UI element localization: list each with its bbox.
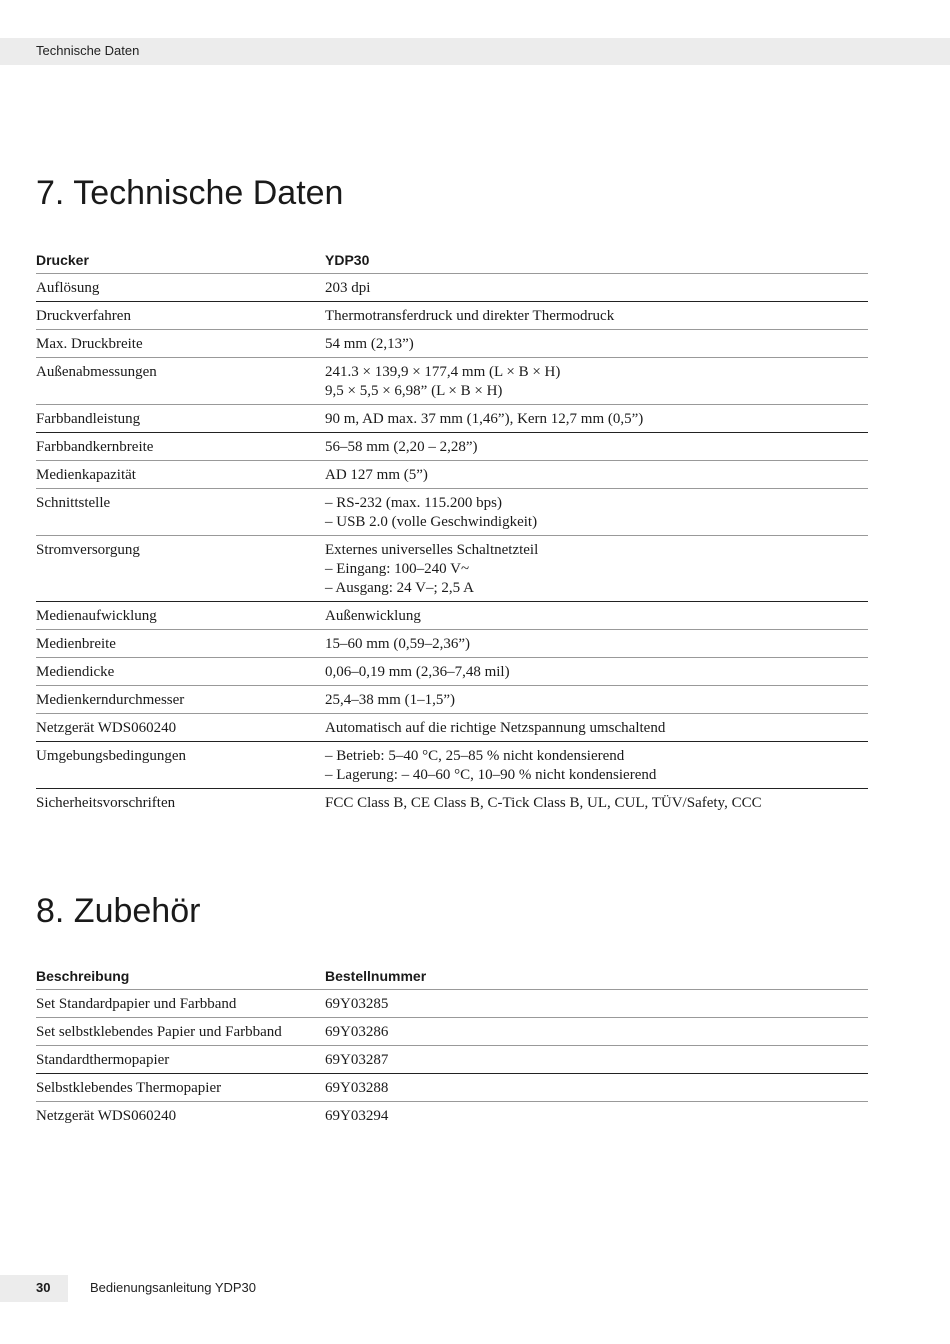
- row-label: Umgebungsbedingungen: [36, 748, 186, 764]
- table-row: [36, 630, 868, 658]
- running-header: [0, 38, 950, 65]
- row-label: Auflösung: [36, 280, 100, 296]
- row-value-line: 90 m, AD max. 37 mm (1,46”), Kern 12,7 mm (0,5”): [325, 411, 644, 427]
- row-value: [325, 1107, 868, 1126]
- row-label: Standardthermopapier: [36, 1052, 170, 1068]
- row-value: [325, 363, 868, 401]
- table-row: [36, 330, 868, 358]
- row-value-line: 15–60 mm (0,59–2,36”): [325, 636, 470, 652]
- table-row: [36, 1074, 868, 1102]
- table-row: [36, 302, 868, 330]
- row-value-line: 69Y03288: [325, 1080, 389, 1096]
- row-value: [325, 466, 868, 485]
- row-value: [325, 279, 868, 298]
- row-value: [325, 335, 868, 354]
- row-value: [325, 307, 868, 326]
- running-header-title: Technische Daten: [36, 43, 140, 58]
- accessories-table: [36, 962, 868, 1129]
- row-value: [325, 719, 868, 738]
- table-row: [36, 714, 868, 742]
- row-label: Sicherheitsvorschriften: [36, 795, 176, 811]
- row-value-line: FCC Class B, CE Class B, C-Tick Class B, UL, CUL, TÜV/Safety, CCC: [325, 795, 762, 811]
- row-label: Set Standardpapier und Farbband: [36, 996, 237, 1012]
- row-value-line: 56–58 mm (2,20 – 2,28”): [325, 439, 478, 455]
- row-value-line: – RS-232 (max. 115.200 bps): [325, 495, 502, 511]
- table-header-cell: YDP30: [325, 252, 370, 268]
- page-number: 30: [36, 1280, 51, 1295]
- table-row: [36, 433, 868, 461]
- row-value-line: 69Y03285: [325, 996, 389, 1012]
- row-value-line: – Lagerung: – 40–60 °C, 10–90 % nicht kondensierend: [325, 767, 657, 783]
- row-value-line: 25,4–38 mm (1–1,5”): [325, 692, 455, 708]
- row-label: Set selbstklebendes Papier und Farbband: [36, 1024, 282, 1040]
- table-header-cell: Bestellnummer: [325, 968, 427, 984]
- row-value-line: 69Y03294: [325, 1108, 389, 1124]
- table-row: [36, 489, 868, 536]
- table-header-cell: Drucker: [36, 252, 89, 268]
- row-label: Max. Druckbreite: [36, 336, 143, 352]
- table-row: [36, 789, 868, 816]
- table-row: [36, 274, 868, 302]
- section-title-zubehoer: 8. Zubehör: [36, 892, 201, 930]
- row-value: [325, 1051, 868, 1070]
- row-value: [325, 691, 868, 710]
- row-label: Druckverfahren: [36, 308, 131, 324]
- row-value: [325, 410, 868, 429]
- row-value-line: Thermotransferdruck und direkter Thermodruck: [325, 308, 615, 324]
- technical-data-table: [36, 246, 868, 816]
- row-value: [325, 747, 868, 785]
- row-value: [325, 995, 868, 1014]
- row-value-line: – Ausgang: 24 V–; 2,5 A: [325, 580, 474, 596]
- row-value-line: 54 mm (2,13”): [325, 336, 414, 352]
- row-value: [325, 794, 868, 813]
- row-value-line: 203 dpi: [325, 280, 371, 296]
- row-value-line: 69Y03286: [325, 1024, 389, 1040]
- table-header-cell: Beschreibung: [36, 968, 130, 984]
- row-value: [325, 494, 868, 532]
- table-row: [36, 658, 868, 686]
- row-value-line: – Eingang: 100–240 V~: [325, 561, 470, 577]
- table-row: [36, 405, 868, 433]
- row-value: [325, 635, 868, 654]
- table-row: [36, 1046, 868, 1074]
- row-value-line: Außenwicklung: [325, 608, 421, 624]
- row-value-line: Automatisch auf die richtige Netzspannung umschaltend: [325, 720, 666, 736]
- page-number-box: [0, 1275, 68, 1302]
- table-header-row: [36, 246, 868, 274]
- table-row: [36, 742, 868, 789]
- row-value: [325, 607, 868, 626]
- row-value: [325, 1023, 868, 1042]
- row-label: Medienkerndurchmesser: [36, 692, 185, 708]
- row-label: Netzgerät WDS060240: [36, 1108, 177, 1124]
- row-value-line: Externes universelles Schaltnetzteil: [325, 542, 539, 558]
- table-row: [36, 686, 868, 714]
- row-label: Medienaufwicklung: [36, 608, 157, 624]
- row-label: Farbbandkernbreite: [36, 439, 154, 455]
- section-title-technische-daten: 7. Technische Daten: [36, 174, 344, 212]
- row-value-line: 9,5 × 5,5 × 6,98” (L × B × H): [325, 383, 503, 399]
- footer-document-title: Bedienungsanleitung YDP30: [90, 1280, 257, 1295]
- row-value-line: – USB 2.0 (volle Geschwindigkeit): [325, 514, 538, 530]
- row-value: [325, 663, 868, 682]
- row-value-line: AD 127 mm (5”): [325, 467, 428, 483]
- row-label: Medienbreite: [36, 636, 116, 652]
- table-row: [36, 1018, 868, 1046]
- row-label: Stromversorgung: [36, 542, 140, 558]
- row-value-line: 0,06–0,19 mm (2,36–7,48 mil): [325, 664, 510, 680]
- table-row: [36, 1102, 868, 1129]
- row-value: [325, 1079, 868, 1098]
- row-label: Selbstklebendes Thermopapier: [36, 1080, 222, 1096]
- row-label: Farbbandleistung: [36, 411, 141, 427]
- table-row: [36, 536, 868, 602]
- row-label: Medienkapazität: [36, 467, 136, 483]
- row-value: [325, 541, 868, 598]
- row-label: Schnittstelle: [36, 495, 111, 511]
- row-value-line: – Betrieb: 5–40 °C, 25–85 % nicht kondensierend: [325, 748, 625, 764]
- row-value: [325, 438, 868, 457]
- table-header-row: [36, 962, 868, 990]
- table-row: [36, 990, 868, 1018]
- row-label: Netzgerät WDS060240: [36, 720, 177, 736]
- table-row: [36, 461, 868, 489]
- row-label: Mediendicke: [36, 664, 115, 680]
- table-row: [36, 358, 868, 405]
- row-value-line: 69Y03287: [325, 1052, 389, 1068]
- row-label: Außenabmessungen: [36, 364, 157, 380]
- row-value-line: 241.3 × 139,9 × 177,4 mm (L × B × H): [325, 364, 561, 380]
- table-row: [36, 602, 868, 630]
